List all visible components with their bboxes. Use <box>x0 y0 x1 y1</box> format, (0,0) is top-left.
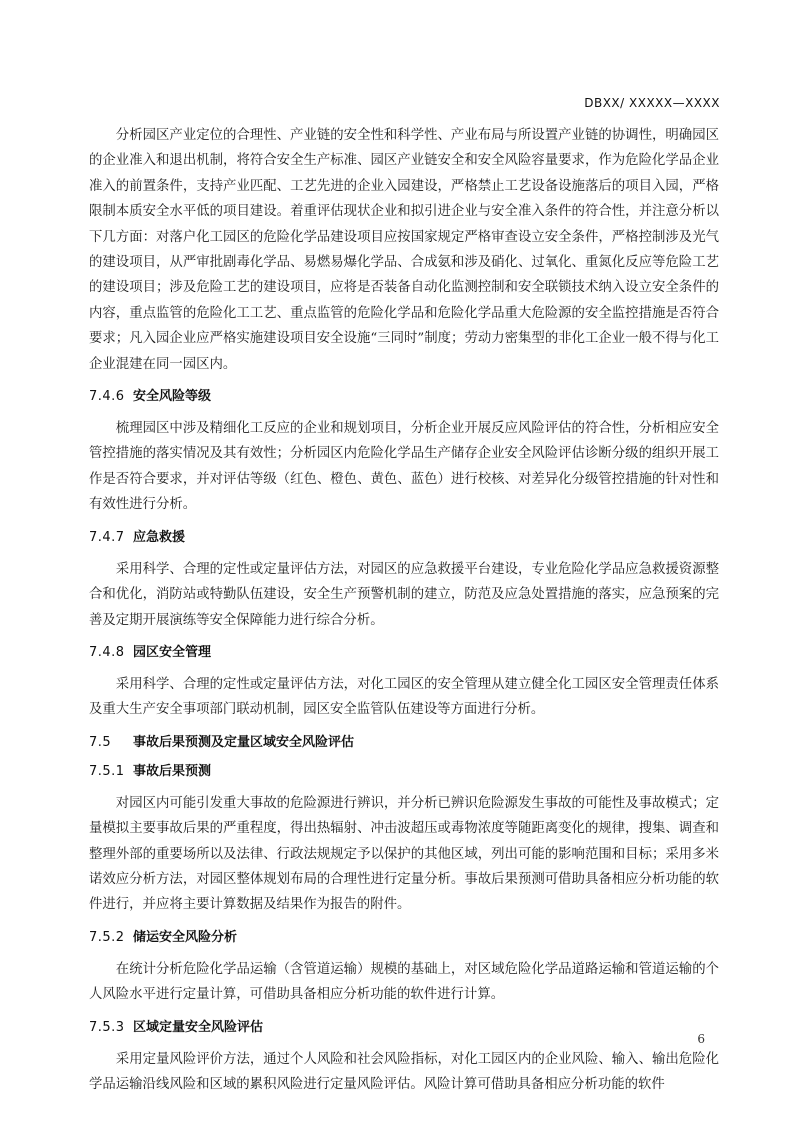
section-title: 应急救援 <box>133 529 186 545</box>
body-paragraph: 采用科学、合理的定性或定量评估方法，对园区的应急救援平台建设，专业危险化学品应急救援资源整合和优化，消防站或特勤队伍建设，安全生产预警机制的建立，防范及应急处置措施的落实，应急预案的完善及定期开展演练等安全保障能力进行综合分析。 <box>89 561 719 628</box>
section-title: 事故后果预测及定量区域安全风险评估 <box>133 734 355 750</box>
page-number: 6 <box>697 1032 705 1046</box>
section-heading <box>89 733 719 753</box>
section-title: 安全风险等级 <box>133 389 212 405</box>
section-heading <box>89 643 719 663</box>
section-title: 储运安全风险分析 <box>133 929 238 945</box>
document-code-header: DBXX/ XXXXX—XXXX <box>584 96 720 110</box>
section-heading <box>89 762 719 782</box>
body-paragraph: 采用定量风险评价方法，通过个人风险和社会风险指标，对化工园区内的企业风险、输入、输出危险化学品运输沿线风险和区域的累积风险进行定量风险评估。风险计算可借助具备相应分析功能的软件 <box>89 1051 719 1092</box>
section-heading <box>89 528 719 548</box>
body-paragraph: 在统计分析危险化学品运输（含管道运输）规模的基础上，对区域危险化学品道路运输和管道运输的个人风险水平进行定量计算，可借助具备相应分析功能的软件进行计算。 <box>89 961 719 1003</box>
section-number: 7.4.8 <box>89 644 125 660</box>
section-title: 园区安全管理 <box>133 644 212 660</box>
section-heading <box>89 1018 719 1038</box>
document-body <box>89 123 719 1107</box>
body-paragraph: 对园区内可能引发重大事故的危险源进行辨识，并分析已辨识危险源发生事故的可能性及事故模式；定量模拟主要事故后果的严重程度，得出热辐射、冲击波超压或毒物浓度等随距离变化的规律，搜集、调查和整理外部的重要场所以及法律、行政法规规定予以保护的其他区域，列出可能的影响范围和目标；采用多米诺效应分析方法，对园区整体规划布局的合理性进行定量分析。事故后果预测可借助具备相应分析功能的软件进行，并应将主要计算数据及结果作为报告的附件。 <box>89 795 719 913</box>
section-number: 7.5.1 <box>89 763 125 779</box>
body-paragraph: 采用科学、合理的定性或定量评估方法，对化工园区的安全管理从建立健全化工园区安全管理责任体系及重大生产安全事项部门联动机制，园区安全监管队伍建设等方面进行分析。 <box>89 676 719 718</box>
section-heading <box>89 928 719 948</box>
body-paragraph: 梳理园区中涉及精细化工反应的企业和规划项目，分析企业开展反应风险评估的符合性，分析相应安全管控措施的落实情况及其有效性；分析园区内危险化学品生产储存企业安全风险评估诊断分级的组织开展工作是否符合要求，并对评估等级（红色、橙色、黄色、蓝色）进行校核、对差异化分级管控措施的针对性和有效性进行分析。 <box>89 421 719 513</box>
section-number: 7.5 <box>89 734 112 750</box>
section-number: 7.4.6 <box>89 389 125 405</box>
section-number: 7.5.2 <box>89 929 125 945</box>
section-number: 7.5.3 <box>89 1019 125 1035</box>
body-paragraph: 分析园区产业定位的合理性、产业链的安全性和科学性、产业布局与所设置产业链的协调性，明确园区的企业准入和退出机制，将符合安全生产标准、园区产业链安全和安全风险容量要求，作为危险化学品企业准入的前置条件，支持产业匹配、工艺先进的企业入园建设，严格禁止工艺设备设施落后的项目入园，严格限制本质安全水平低的项目建设。着重评估现状企业和拟引进企业与安全准入条件的符合性，并注意分析以下几方面：对落户化工园区的危险化学品建设项目应按国家规定严格审查设立安全条件，严格控制涉及光气的建设项目，从严审批剧毒化学品、易燃易爆化学品、合成氨和涉及硝化、过氧化、重氮化反应等危险工艺的建设项目；涉及危险工艺的建设项目，应将是否装备自动化监测控制和安全联锁技术纳入设立安全条件的内容，重点监管的危险化工工艺、重点监管的危险化学品和危险化学品重大危险源的安全监控措施是否符合要求；凡入园企业应严格实施建设项目安全设施“三同时”制度；劳动力密集型的非化工企业一般不得与化工企业混建在同一园区内。 <box>89 128 719 372</box>
section-heading <box>89 387 719 407</box>
section-title: 区域定量安全风险评估 <box>133 1019 264 1035</box>
section-title: 事故后果预测 <box>133 763 212 779</box>
section-number: 7.4.7 <box>89 529 125 545</box>
